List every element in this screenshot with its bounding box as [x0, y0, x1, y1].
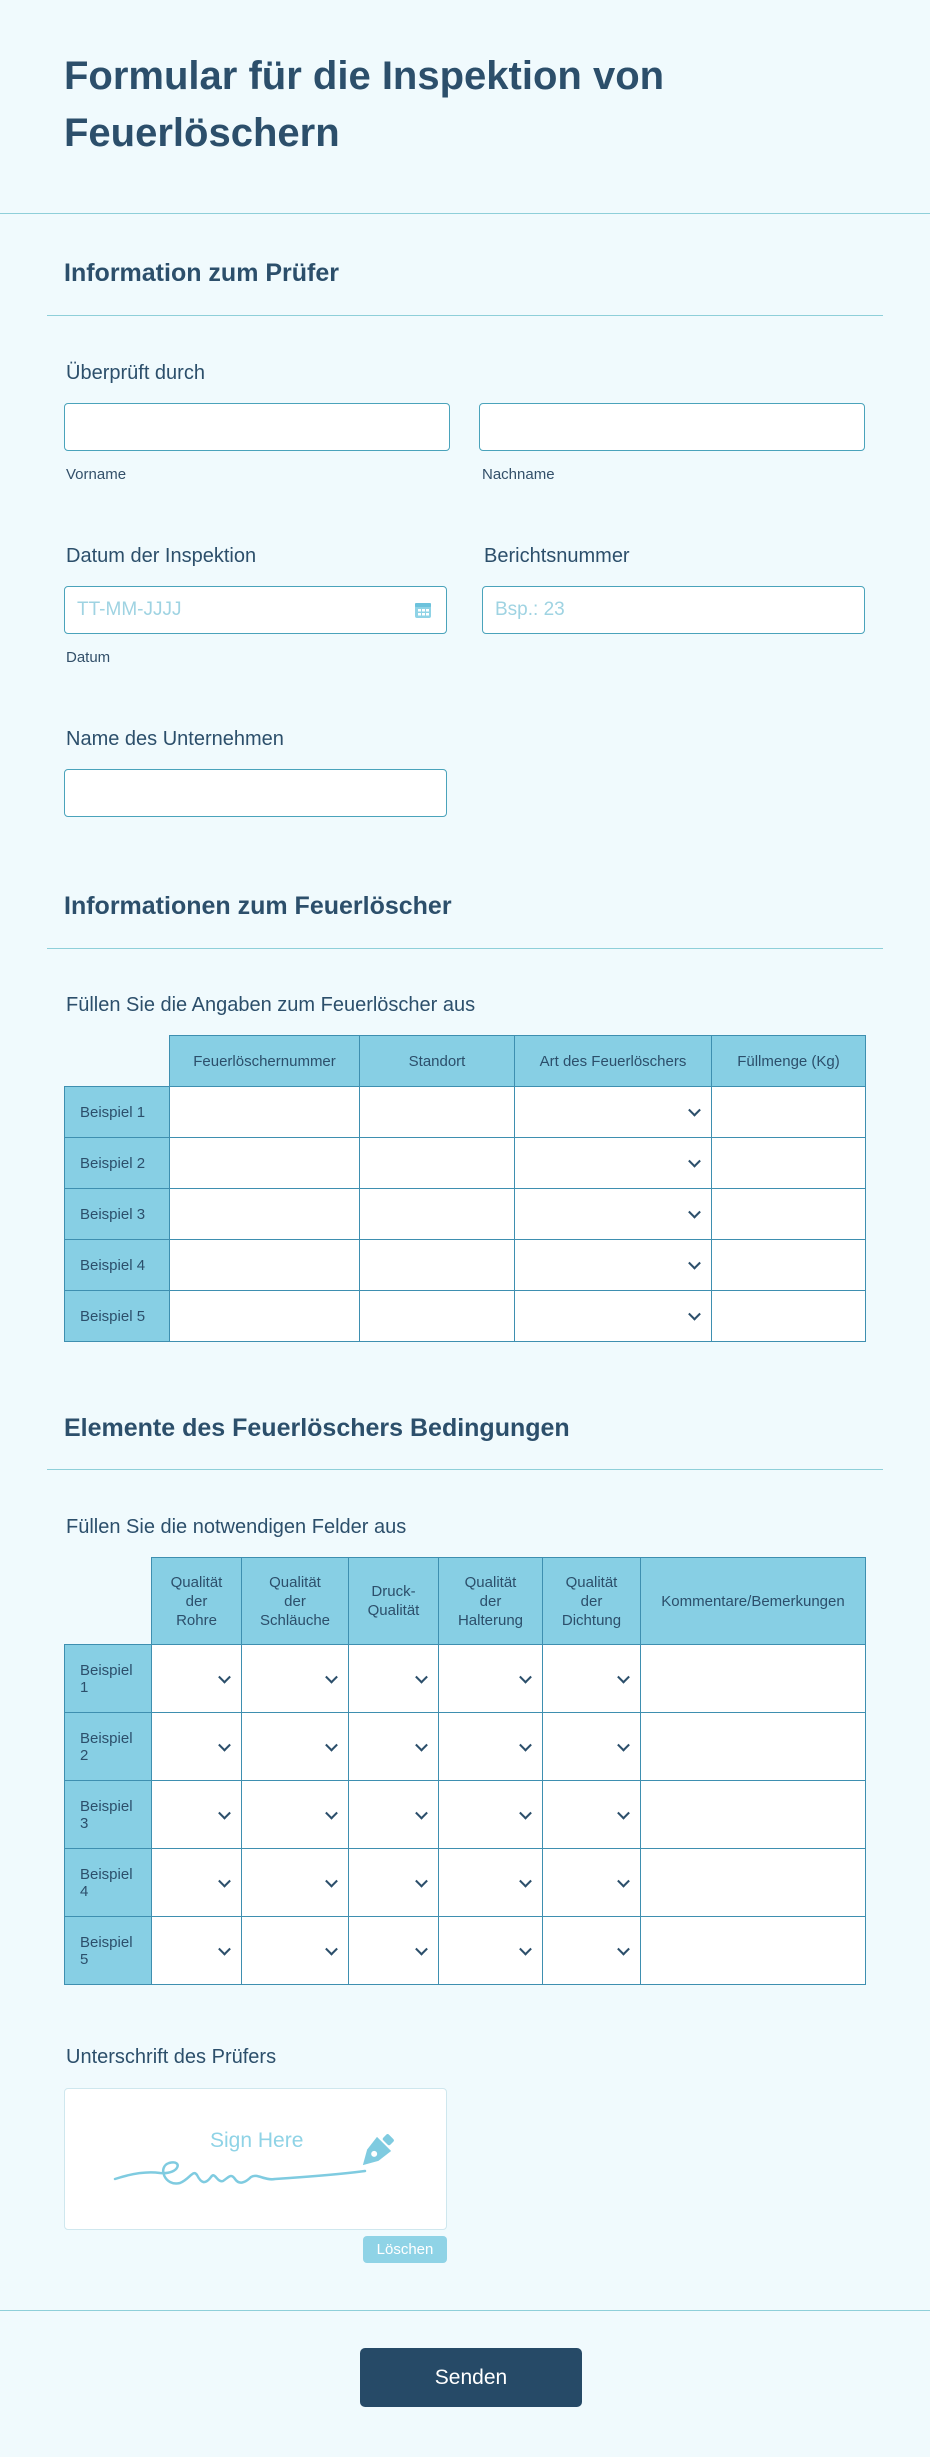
matrix-dropdown-cell[interactable] — [439, 1645, 543, 1713]
matrix-column-header: Füllmenge (Kg) — [712, 1036, 866, 1087]
table-row — [65, 1240, 866, 1291]
matrix-row-header: Beispiel 4 — [65, 1240, 170, 1291]
matrix-text-cell[interactable] — [360, 1138, 515, 1189]
matrix-row-header: Beispiel 2 — [65, 1138, 170, 1189]
conditions-matrix-question: Füllen Sie die notwendigen Felder aus — [66, 1516, 407, 1538]
row-header-line: Beispiel — [80, 1661, 133, 1679]
chevron-down-icon — [325, 1738, 338, 1751]
chevron-down-icon — [688, 1104, 701, 1117]
matrix-dropdown-cell[interactable] — [152, 1645, 242, 1713]
column-header-line: Druck- — [371, 1583, 416, 1600]
section-title-conditions: Elemente des Feuerlöschers Bedingungen — [64, 1414, 570, 1442]
matrix-text-cell[interactable] — [170, 1189, 360, 1240]
column-header-line: der — [479, 1592, 502, 1610]
matrix-column-header: Art des Feuerlöschers — [515, 1036, 712, 1087]
matrix-text-cell[interactable] — [170, 1087, 360, 1138]
clear-signature-button[interactable]: Löschen — [363, 2236, 447, 2263]
section-title-extinguisher: Informationen zum Feuerlöscher — [64, 892, 452, 920]
matrix-dropdown-cell[interactable] — [515, 1189, 712, 1240]
chevron-down-icon — [688, 1308, 701, 1321]
matrix-corner — [65, 1036, 170, 1087]
matrix-dropdown-cell[interactable] — [242, 1645, 349, 1713]
matrix-text-cell[interactable] — [170, 1138, 360, 1189]
matrix-dropdown-cell[interactable] — [152, 1917, 242, 1985]
chevron-down-icon — [688, 1155, 701, 1168]
matrix-dropdown-cell[interactable] — [242, 1917, 349, 1985]
sign-here-text: Sign Here — [210, 2129, 304, 2152]
matrix-dropdown-cell[interactable] — [242, 1713, 349, 1781]
matrix-dropdown-cell[interactable] — [349, 1781, 439, 1849]
row-header-line: 3 — [80, 1814, 89, 1832]
signature-pad[interactable] — [64, 2088, 447, 2230]
header-divider — [0, 213, 930, 214]
chevron-down-icon — [519, 1806, 532, 1819]
chevron-down-icon — [218, 1942, 231, 1955]
matrix-row-header: Beispiel 5 — [65, 1291, 170, 1342]
chevron-down-icon — [519, 1942, 532, 1955]
chevron-down-icon — [617, 1874, 630, 1887]
chevron-down-icon — [617, 1806, 630, 1819]
matrix-dropdown-cell[interactable] — [349, 1713, 439, 1781]
column-header-line: Halterung — [457, 1611, 524, 1629]
report-number-label: Berichtsnummer — [484, 545, 630, 567]
matrix-dropdown-cell[interactable] — [515, 1087, 712, 1138]
matrix-text-cell[interactable] — [712, 1087, 866, 1138]
matrix-row-header — [65, 1781, 152, 1849]
matrix-row-header: Beispiel 3 — [65, 1189, 170, 1240]
form-title: Formular für die Inspektion von Feuerlöschern — [64, 54, 665, 155]
matrix-text-cell[interactable] — [712, 1291, 866, 1342]
matrix-dropdown-cell[interactable] — [439, 1713, 543, 1781]
matrix-dropdown-cell[interactable] — [543, 1645, 641, 1713]
column-header-line: Rohre — [176, 1611, 217, 1629]
matrix-column-header — [641, 1558, 866, 1645]
matrix-text-cell[interactable] — [641, 1781, 866, 1849]
column-header-line: der — [580, 1592, 603, 1610]
column-header-line: Dichtung — [561, 1611, 622, 1629]
company-name-input[interactable] — [64, 769, 447, 817]
matrix-dropdown-cell[interactable] — [515, 1240, 712, 1291]
calendar-icon[interactable] — [414, 601, 432, 619]
matrix-dropdown-cell[interactable] — [439, 1917, 543, 1985]
row-header-line: Beispiel — [80, 1797, 133, 1815]
matrix-column-header — [242, 1558, 349, 1645]
table-row — [65, 1713, 866, 1781]
chevron-down-icon — [325, 1806, 338, 1819]
chevron-down-icon — [325, 1670, 338, 1683]
matrix-dropdown-cell[interactable] — [543, 1781, 641, 1849]
chevron-down-icon — [688, 1206, 701, 1219]
row-header-line: 4 — [80, 1882, 89, 1900]
matrix-row-header — [65, 1645, 152, 1713]
chevron-down-icon — [415, 1806, 428, 1819]
matrix-row-header: Beispiel 1 — [65, 1087, 170, 1138]
matrix-dropdown-cell[interactable] — [543, 1849, 641, 1917]
first-name-input[interactable] — [64, 403, 450, 451]
section-divider — [47, 1469, 883, 1470]
chevron-down-icon — [218, 1738, 231, 1751]
company-name-label: Name des Unternehmen — [66, 728, 284, 750]
row-header-line: 5 — [80, 1950, 89, 1968]
matrix-text-cell[interactable] — [712, 1189, 866, 1240]
extinguisher-matrix — [64, 1035, 866, 1342]
matrix-corner — [65, 1558, 152, 1645]
table-row — [65, 1138, 866, 1189]
matrix-dropdown-cell[interactable] — [439, 1849, 543, 1917]
last-name-input[interactable] — [479, 403, 865, 451]
chevron-down-icon — [519, 1670, 532, 1683]
matrix-column-header — [439, 1558, 543, 1645]
matrix-column-header — [349, 1558, 439, 1645]
table-row — [65, 1917, 866, 1985]
matrix-dropdown-cell[interactable] — [543, 1713, 641, 1781]
matrix-dropdown-cell[interactable] — [152, 1849, 242, 1917]
chevron-down-icon — [325, 1874, 338, 1887]
row-header-line: Beispiel — [80, 1729, 133, 1747]
matrix-text-cell[interactable] — [170, 1240, 360, 1291]
chevron-down-icon — [415, 1942, 428, 1955]
extinguisher-matrix-question: Füllen Sie die Angaben zum Feuerlöscher aus — [66, 994, 476, 1016]
submit-button[interactable]: Senden — [360, 2348, 582, 2407]
matrix-column-header: Feuerlöschernummer — [170, 1036, 360, 1087]
chevron-down-icon — [415, 1738, 428, 1751]
matrix-row-header — [65, 1917, 152, 1985]
chevron-down-icon — [415, 1670, 428, 1683]
chevron-down-icon — [218, 1874, 231, 1887]
column-header-line: Qualität — [367, 1602, 420, 1619]
matrix-text-cell[interactable] — [170, 1291, 360, 1342]
chevron-down-icon — [617, 1670, 630, 1683]
matrix-column-header — [152, 1558, 242, 1645]
matrix-dropdown-cell[interactable] — [543, 1917, 641, 1985]
table-row — [65, 1291, 866, 1342]
matrix-text-cell[interactable] — [360, 1240, 515, 1291]
chevron-down-icon — [415, 1874, 428, 1887]
footer-divider — [0, 2310, 930, 2311]
matrix-text-cell[interactable] — [360, 1087, 515, 1138]
column-header-line: der — [284, 1592, 306, 1610]
matrix-text-cell[interactable] — [641, 1917, 866, 1985]
row-header-line: Beispiel — [80, 1865, 133, 1883]
chevron-down-icon — [519, 1738, 532, 1751]
table-row — [65, 1645, 866, 1713]
inspection-date-input[interactable] — [64, 586, 447, 634]
report-number-input[interactable] — [482, 586, 865, 634]
column-header-line: Kommentare/Bemerkungen — [661, 1592, 845, 1610]
matrix-text-cell[interactable] — [360, 1189, 515, 1240]
matrix-dropdown-cell[interactable] — [242, 1849, 349, 1917]
matrix-column-header: Standort — [360, 1036, 515, 1087]
chevron-down-icon — [218, 1806, 231, 1819]
section-divider — [47, 948, 883, 949]
matrix-dropdown-cell[interactable] — [349, 1917, 439, 1985]
inspected-by-label: Überprüft durch — [66, 362, 205, 384]
chevron-down-icon — [325, 1942, 338, 1955]
row-header-line: 2 — [80, 1746, 89, 1764]
matrix-text-cell[interactable] — [360, 1291, 515, 1342]
matrix-dropdown-cell[interactable] — [349, 1645, 439, 1713]
pen-nib-icon — [355, 2129, 399, 2173]
chevron-down-icon — [617, 1942, 630, 1955]
column-header-line: Schläuche — [259, 1611, 331, 1629]
matrix-dropdown-cell[interactable] — [439, 1781, 543, 1849]
section-title-inspector: Information zum Prüfer — [64, 259, 340, 287]
inspection-date-label: Datum der Inspektion — [66, 545, 257, 567]
column-header-line: Qualität — [269, 1573, 321, 1591]
matrix-text-cell[interactable] — [641, 1849, 866, 1917]
matrix-row-header — [65, 1713, 152, 1781]
last-name-sublabel: Nachname — [482, 466, 555, 483]
column-header-line: Qualität — [565, 1573, 618, 1591]
conditions-matrix — [64, 1557, 866, 1985]
matrix-text-cell[interactable] — [641, 1713, 866, 1781]
matrix-dropdown-cell[interactable] — [152, 1713, 242, 1781]
matrix-row-header — [65, 1849, 152, 1917]
matrix-column-header — [543, 1558, 641, 1645]
chevron-down-icon — [519, 1874, 532, 1887]
matrix-text-cell[interactable] — [641, 1645, 866, 1713]
matrix-text-cell[interactable] — [712, 1240, 866, 1291]
table-row — [65, 1781, 866, 1849]
matrix-dropdown-cell[interactable] — [242, 1781, 349, 1849]
column-header-line: Qualität — [464, 1573, 517, 1591]
chevron-down-icon — [218, 1670, 231, 1683]
row-header-line: 1 — [80, 1678, 89, 1696]
column-header-line: der — [185, 1592, 208, 1610]
date-sublabel: Datum — [66, 649, 111, 666]
table-row — [65, 1189, 866, 1240]
signature-label: Unterschrift des Prüfers — [66, 2046, 277, 2068]
matrix-dropdown-cell[interactable] — [515, 1291, 712, 1342]
matrix-dropdown-cell[interactable] — [515, 1138, 712, 1189]
column-header-line: Qualität — [170, 1573, 223, 1591]
table-row — [65, 1087, 866, 1138]
matrix-dropdown-cell[interactable] — [349, 1849, 439, 1917]
first-name-sublabel: Vorname — [66, 466, 127, 483]
matrix-dropdown-cell[interactable] — [152, 1781, 242, 1849]
chevron-down-icon — [617, 1738, 630, 1751]
section-divider — [47, 315, 883, 316]
chevron-down-icon — [688, 1257, 701, 1270]
row-header-line: Beispiel — [80, 1933, 133, 1951]
matrix-text-cell[interactable] — [712, 1138, 866, 1189]
table-row — [65, 1849, 866, 1917]
